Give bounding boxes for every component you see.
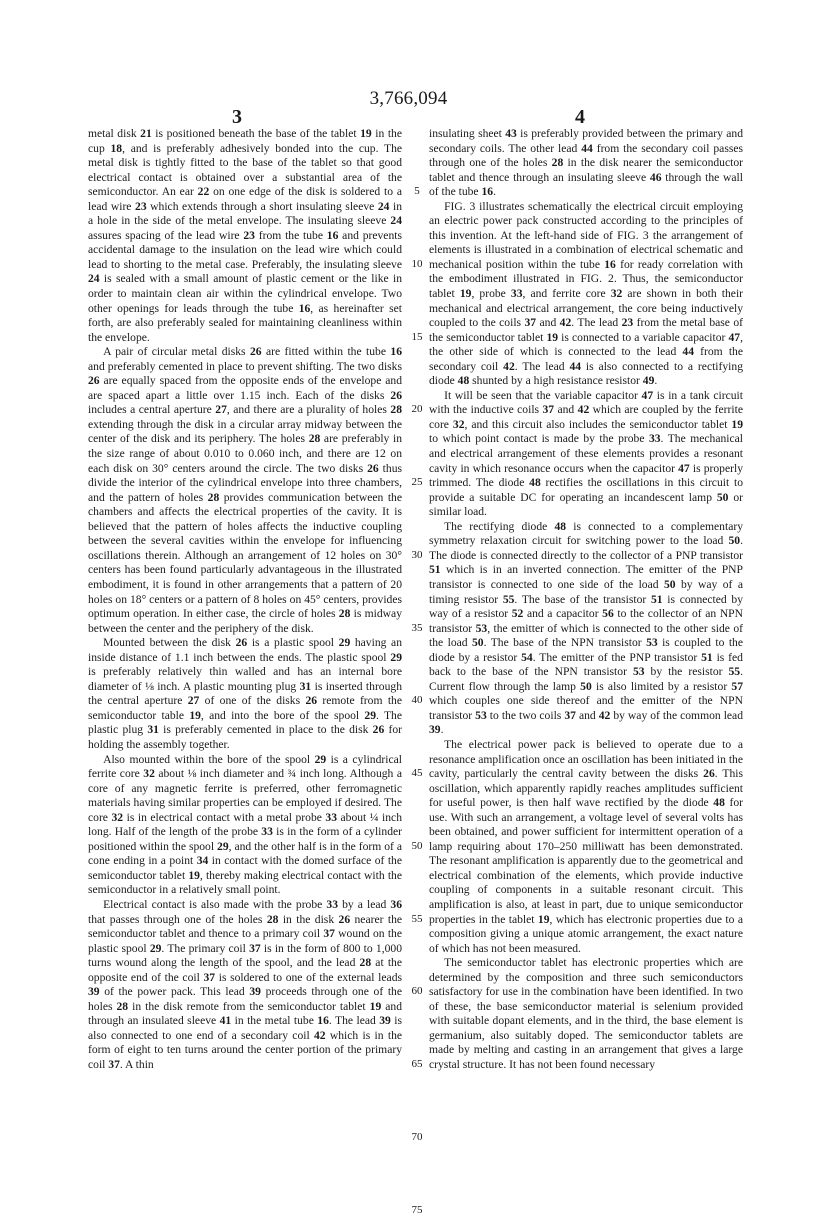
reference-numeral: 39 [379, 1014, 391, 1028]
text-run: by a lead [337, 897, 391, 911]
reference-numeral: 51 [429, 563, 441, 577]
reference-numeral: 29 [314, 752, 327, 766]
text-run: , and this circuit also includes the semiconductor tablet [464, 417, 732, 431]
reference-numeral: 24 [377, 199, 390, 213]
text-run: extending through the disk in a circular array midway between the center of the disk and its periphery. The holes [88, 417, 402, 446]
left-text-column [88, 127, 402, 1073]
text-run: provides communication between the chambers and affects the electrical properties of the cavity. It is believed that the pattern of holes affects the inductive coupling between the several cavities within the envelope for influencing oscillations therein. Although an arrangement of 12 holes on 30° centers has been found particularly advantageous in the illustrated embodiment, it is found in other arrangements that a pattern of 20 holes on 18° centers or a pattern of 8 holes on 45° centers, provides optimum operation. In either case, the circle of holes [88, 490, 402, 621]
reference-numeral: 56 [602, 607, 614, 621]
text-run: . The diode is connected directly to the collector of a PNP transistor [429, 534, 743, 562]
reference-numeral: 37 [524, 316, 537, 330]
reference-numeral: 26 [88, 374, 100, 388]
reference-numeral: 33 [648, 432, 661, 446]
reference-numeral: 32 [610, 287, 623, 301]
text-run: , probe [471, 287, 511, 301]
reference-numeral: 26 [390, 388, 402, 402]
reference-numeral: 55 [502, 592, 515, 606]
text-run: proceeds through one of the holes [88, 985, 402, 1013]
text-run: . [493, 185, 496, 199]
reference-numeral: 54 [521, 650, 533, 664]
text-run: to which point contact is made by the probe [429, 432, 649, 446]
text-run: is sealed with a small amount of plastic cement or the like in order to maintain clean air within the cylindrical envelope. Two other openings for leads through the tube [88, 272, 402, 315]
text-run: which extends through a short insulating sleeve [146, 199, 378, 213]
reference-numeral: 26 [249, 345, 262, 359]
reference-numeral: 31 [147, 723, 159, 737]
text-run: nearer the semiconductor tablet and thence to a primary coil [88, 912, 403, 941]
reference-numeral: 29 [338, 636, 351, 650]
text-run: . The emitter of the PNP transistor [532, 650, 702, 664]
paragraph [429, 127, 743, 200]
reference-numeral: 39 [249, 985, 261, 999]
text-run: in a hole in the side of the metal envelope. The insulating sleeve [88, 199, 402, 228]
reference-numeral: 39 [429, 723, 441, 737]
line-number: 75 [411, 1203, 423, 1216]
line-number: 65 [411, 1058, 423, 1071]
line-number: 10 [411, 257, 423, 270]
text-run: . The base of the transistor [514, 592, 651, 606]
text-run: in the disk nearer the semiconductor tablet and thence through an insulating sleeve [429, 156, 743, 184]
text-run: is fed back to the base of the NPN transistor [429, 650, 743, 679]
reference-numeral: 26 [338, 912, 351, 926]
text-run: shunted by a high resistance resistor [469, 374, 643, 388]
text-run: by the resistor [644, 665, 729, 679]
line-number: 40 [411, 694, 423, 707]
text-run: or similar load. [429, 490, 743, 519]
reference-numeral: 50 [580, 679, 592, 693]
reference-numeral: 50 [663, 577, 676, 591]
reference-numeral: 53 [475, 621, 488, 635]
text-run: , and there are a plurality of holes [226, 403, 391, 417]
reference-numeral: 48 [554, 519, 567, 533]
reference-numeral: 49 [642, 374, 655, 388]
reference-numeral: 28 [308, 432, 321, 446]
reference-numeral: 37 [249, 941, 261, 955]
line-number: 35 [411, 621, 423, 634]
reference-numeral: 51 [650, 592, 663, 606]
text-run: is preferably provided between the primary and secondary coils. The other lead [429, 127, 743, 155]
text-run: The rectifying diode [444, 519, 555, 533]
reference-numeral: 16 [298, 301, 311, 315]
reference-numeral: 44 [682, 345, 694, 359]
reference-numeral: 47 [728, 330, 741, 344]
reference-numeral: 28 [551, 156, 564, 170]
text-run: for ready correlation with the embodiment illustrated in FIG. 2. Thus, the semiconductor tablet [429, 257, 743, 301]
text-run: . The primary coil [161, 941, 250, 955]
text-run: is also connected to a rectifying diode [429, 359, 744, 388]
line-number: 25 [411, 476, 423, 489]
reference-numeral: 48 [457, 374, 470, 388]
reference-numeral: 33 [325, 810, 337, 824]
reference-numeral: 24 [390, 214, 402, 228]
text-run: to the collector of an NPN transistor [429, 607, 744, 635]
reference-numeral: 31 [299, 679, 312, 693]
reference-numeral: 34 [196, 854, 209, 868]
reference-numeral: 48 [529, 476, 541, 490]
text-run: is inserted through the central aperture [88, 679, 402, 708]
text-run: . The lead [328, 1014, 380, 1028]
paragraph [88, 753, 402, 898]
reference-numeral: 26 [367, 461, 379, 475]
reference-numeral: 46 [649, 170, 662, 184]
text-run: , which has electronic properties due to a composition giving a unique atomic arrangement, the exact nature of which has not been measured. [429, 912, 743, 955]
reference-numeral: 44 [569, 359, 582, 373]
text-run: and a capacitor [523, 607, 603, 621]
reference-numeral: 42 [503, 359, 515, 373]
reference-numeral: 53 [632, 665, 645, 679]
line-number: 45 [411, 767, 423, 780]
reference-numeral: 16 [604, 257, 616, 271]
reference-numeral: 52 [511, 607, 524, 621]
reference-numeral: 28 [116, 999, 129, 1013]
right-text-column [429, 127, 743, 1073]
text-run: of one of the disks [199, 694, 306, 708]
text-run: The semiconductor tablet has electronic properties which are determined by the composition and three such semiconductors satisfactory for use in the combination have been identified. In two of these, the base semiconductor material is selenium provided with suitable dopant elements, and in the third, the base element is germanium, also suitably doped. The semiconductor tablets are made by melting and casting in an arrangement that gives a large crystal structure. It has not been found necessary [429, 956, 743, 1071]
text-run: is in the form of 800 to 1,000 turns wound along the length of the spool, and the lead [88, 941, 402, 970]
line-number: 5 [414, 185, 420, 198]
reference-numeral: 42 [577, 403, 590, 417]
text-run: . The plastic plug [88, 708, 402, 737]
text-run: remote from the semiconductor table [88, 694, 402, 722]
reference-numeral: 29 [364, 708, 377, 722]
text-run: in the cup [88, 127, 402, 155]
text-run: are shown in both their mechanical and electrical arrangement, the core being inductively coupled to the coils [429, 287, 744, 330]
reference-numeral: 24 [88, 272, 100, 286]
text-run: thus divide the interior of the cylindrical envelope into three chambers, and the pattern of holes [88, 461, 402, 504]
text-run: for holding the assembly together. [88, 723, 402, 751]
text-run: , the emitter of which is connected to the other side of the load [429, 621, 743, 650]
paragraph [88, 345, 402, 636]
reference-numeral: 44 [581, 141, 593, 155]
reference-numeral: 23 [135, 199, 147, 213]
paragraph [429, 956, 743, 1072]
text-run: which is in the form of eight to ten turns around the center portion of the primary coil [88, 1028, 403, 1071]
text-run: for use. With such an arrangement, a voltage level of several volts has been obtained, and power sufficient for intermittent operation of a lamp requiring about 170–250 milliwatt has been demonstrated. The resonant amplification is apparently due to the geometrical and electrical combination of the elements, which provide inductive coupling of components in a suitable resonant circuit. This amplification is also, at least in part, due to unique semiconductor properties in the tablet [429, 796, 743, 926]
reference-numeral: 21 [140, 127, 152, 140]
reference-numeral: 47 [678, 461, 690, 475]
text-run: about ¼ inch long. Half of the length of the probe [88, 810, 402, 839]
reference-numeral: 51 [701, 650, 713, 664]
reference-numeral: 19 [188, 868, 200, 882]
reference-numeral: 50 [716, 490, 729, 504]
text-run: assures spacing of the lead wire [88, 228, 244, 242]
line-number: 60 [411, 985, 423, 998]
text-run: which is in an inverted connection. The emitter of the PNP transistor is connected to one side of the load [429, 563, 743, 591]
text-run: is preferably relatively thin walled and has an internal bore diameter of ⅛ inch. A plastic mounting plug [88, 665, 402, 693]
reference-numeral: 42 [598, 708, 611, 722]
reference-numeral: 55 [728, 665, 741, 679]
reference-numeral: 37 [564, 708, 576, 722]
reference-numeral: 29 [149, 941, 162, 955]
patent-number: 3,766,094 [369, 88, 448, 109]
text-run: which are coupled by the ferrite core [429, 403, 743, 431]
text-run: . [654, 374, 658, 388]
text-run: and [554, 403, 578, 417]
reference-numeral: 16 [317, 1014, 329, 1028]
line-number: 20 [411, 403, 423, 416]
text-run: are fitted within the tube [261, 345, 391, 359]
reference-numeral: 42 [559, 316, 572, 330]
line-number: 70 [411, 1130, 423, 1143]
reference-numeral: 28 [207, 490, 220, 504]
reference-numeral: 19 [537, 912, 550, 926]
reference-numeral: 26 [235, 636, 248, 650]
reference-numeral: 26 [305, 694, 318, 708]
reference-numeral: 28 [338, 607, 351, 621]
text-run: and [575, 708, 599, 722]
reference-numeral: 26 [372, 723, 385, 737]
reference-numeral: 23 [621, 316, 634, 330]
text-run: is coupled to the diode by a resistor [429, 636, 743, 664]
text-run: . This oscillation, which apparently rapidly reaches amplitudes sufficient for useful power, is then half wave rectified by the diode [429, 767, 743, 810]
text-run: is a plastic spool [247, 636, 339, 650]
text-run: and through an insulated sleeve [88, 999, 403, 1028]
text-run: is properly trimmed. The diode [429, 461, 743, 490]
text-run: Also mounted within the bore of the spool [103, 752, 315, 766]
reference-numeral: 32 [452, 417, 465, 431]
reference-numeral: 19 [459, 287, 472, 301]
text-run: wound on the plastic spool [88, 927, 402, 955]
reference-numeral: 53 [646, 636, 658, 650]
reference-numeral: 26 [703, 767, 715, 781]
reference-numeral: 33 [326, 897, 338, 911]
reference-numeral: 27 [187, 694, 200, 708]
line-number: 15 [411, 330, 423, 343]
reference-numeral: 19 [546, 330, 559, 344]
text-run: is in electrical contact with a metal probe [123, 810, 326, 824]
reference-numeral: 19 [360, 127, 372, 140]
text-run: that passes through one of the holes [88, 912, 267, 926]
reference-numeral: 41 [219, 1014, 232, 1028]
text-run: of the power pack. This lead [99, 985, 250, 999]
text-run: is preferably cemented in place to the disk [158, 723, 373, 737]
reference-numeral: 16 [390, 345, 403, 359]
reference-numeral: 33 [261, 825, 273, 839]
paragraph [429, 200, 743, 389]
reference-numeral: 19 [369, 999, 382, 1013]
reference-numeral: 50 [471, 636, 484, 650]
reference-numeral: 57 [731, 679, 743, 693]
reference-numeral: 22 [197, 185, 210, 199]
reference-numeral: 37 [323, 927, 335, 941]
reference-numeral: 16 [326, 228, 339, 242]
text-run: in the disk [278, 912, 339, 926]
text-run: The electrical power pack is believed to operate due to a resonance amplification once an oscillation has been initiated in the cavity, particularly the central cavity between the disks [429, 737, 743, 781]
text-run: . The mechanical and electrical arrangement of these elements provides a resonant cavity in which resonance occurs when the capacitor [429, 432, 743, 475]
text-run: and [536, 316, 560, 330]
reference-numeral: 27 [215, 403, 227, 417]
paragraph [88, 898, 402, 1073]
paragraph [429, 520, 743, 738]
text-run: by way of the common lead [610, 708, 744, 722]
reference-numeral: 37 [203, 970, 216, 984]
paragraph [88, 127, 402, 345]
text-run: about ⅛ inch diameter and ¾ inch long. Although a core of any magnetic ferrite is preferred, other ferromagnetic materials having similar properties can be employed if desired. The core [88, 767, 402, 824]
reference-numeral: 28 [390, 403, 402, 417]
text-run: . Current flow through the lamp [429, 665, 743, 693]
text-run: is also limited by a resistor [591, 679, 732, 693]
text-run: includes a central aperture [88, 403, 216, 417]
text-run: at the opposite end of the coil [88, 956, 403, 984]
text-run: . The base of the NPN transistor [483, 636, 647, 650]
text-run: , and into the bore of the spool [200, 708, 365, 722]
line-number: 50 [411, 839, 423, 852]
column-number-right: 4 [575, 106, 585, 128]
line-number: 55 [411, 912, 423, 925]
text-run: from the secondary coil [429, 345, 744, 373]
text-run: , and is preferably adhesively bonded into the cup. The metal disk is tightly fitted to the base of the tablet so that good electrical contact is obtained over a substantial area of the semiconductor. An ear [88, 141, 403, 199]
text-run: through the wall of the tube [429, 170, 744, 199]
text-run: in contact with the domed surface of the semiconductor tablet [88, 854, 402, 882]
text-run: is positioned beneath the base of the tablet [151, 127, 361, 140]
text-run: from the metal base of the semiconductor tablet [429, 316, 744, 344]
reference-numeral: 32 [143, 767, 155, 781]
reference-numeral: 37 [108, 1058, 120, 1071]
line-number: 30 [411, 548, 423, 561]
text-run: FIG. 3 illustrates schematically the electrical circuit employing an electric power pack constructed according to the principles of this invention. At the left-hand side of FIG. 3 the arrangement of elements is illustrated in a combination of electrical schematic and mechanical position within the tube [429, 199, 743, 271]
text-run: is in the form of a cylinder positioned within the spool [88, 825, 402, 853]
text-run: insulating sheet [429, 127, 506, 140]
reference-numeral: 47 [641, 388, 654, 402]
reference-numeral: 39 [88, 985, 100, 999]
text-run: is in a tank circuit with the inductive coils [429, 388, 743, 417]
paragraph [429, 738, 743, 956]
text-run: . A thin [119, 1058, 154, 1071]
reference-numeral: 42 [314, 1028, 326, 1042]
text-run: to the two coils [486, 708, 565, 722]
column-number-left: 3 [232, 106, 242, 128]
text-run: are equally spaced from the opposite ends of the envelope and are spaced apart a little over 1.15 inch. Each of the disks [88, 374, 402, 402]
reference-numeral: 28 [266, 912, 279, 926]
text-run: , and ferrite core [522, 287, 611, 301]
reference-numeral: 32 [111, 810, 124, 824]
text-run: is also connected to one end of a secondary coil [88, 1014, 402, 1042]
text-run: metal disk [88, 127, 141, 140]
paragraph [88, 636, 402, 752]
reference-numeral: 29 [390, 650, 402, 664]
text-run: in the disk remote from the semiconductor tablet [128, 999, 370, 1013]
text-run: are preferably in the size range of about 0.010 to 0.060 inch, and there are 12 on each disk on 30° centers around the circle. The two disks [88, 432, 402, 475]
text-run: . [440, 723, 444, 737]
text-run: from the tube [254, 228, 327, 242]
reference-numeral: 29 [217, 839, 229, 853]
reference-numeral: 36 [390, 897, 402, 911]
text-run: from the secondary coil passes through one of the holes [429, 141, 743, 170]
text-run: rectifies the oscillations in this circuit to provide a suitable DC for operating an incandescent lamp [429, 476, 744, 504]
text-run: is a cylindrical ferrite core [88, 752, 402, 781]
text-run: , as hereinafter set forth, are also preferably sealed for maintaining cleanliness within the envelope. [88, 301, 402, 344]
reference-numeral: 33 [510, 287, 523, 301]
reference-numeral: 48 [713, 796, 725, 810]
text-run: , the other side of which is connected to the lead [429, 330, 743, 359]
text-run: Mounted between the disk [103, 636, 236, 650]
text-run: is connected to a complementary symmetry relaxation circuit for switching power to the load [429, 519, 743, 548]
text-run: . The lead [571, 316, 622, 330]
text-run: having an inside distance of 1.1 inch between the ends. The plastic spool [88, 636, 403, 664]
reference-numeral: 43 [505, 127, 517, 140]
reference-numeral: 53 [475, 708, 487, 722]
text-run: on one edge of the disk is soldered to a lead wire [88, 185, 402, 213]
text-run: . The lead [514, 359, 570, 373]
text-run: A pair of circular metal disks [103, 345, 250, 359]
text-run: in the metal tube [231, 1014, 318, 1028]
reference-numeral: 19 [189, 708, 201, 722]
text-run: is connected to a variable capacitor [558, 330, 729, 344]
text-run: , and the other half is in the form of a cone ending in a point [88, 839, 402, 868]
text-run: which couples one side thereof and the emitter of the NPN transistor [429, 694, 743, 722]
reference-numeral: 23 [243, 228, 255, 242]
text-run: , thereby making electrical contact with the semiconductor in a relatively small point. [88, 868, 402, 897]
reference-numeral: 28 [359, 956, 372, 970]
reference-numeral: 18 [110, 141, 123, 155]
paragraph [429, 389, 743, 520]
text-run: is midway between the center and the periphery of the disk. [88, 607, 402, 635]
text-run: and preferably cemented in place to prevent shifting. The two disks [88, 359, 402, 373]
text-run: is soldered to one of the external leads [215, 970, 403, 984]
reference-numeral: 16 [481, 185, 494, 199]
text-run: is connected by way of a resistor [429, 592, 744, 621]
reference-numeral: 50 [728, 534, 741, 548]
reference-numeral: 19 [731, 417, 743, 431]
text-run: and prevents accidental damage to the insulation on the lead wire which could lead to shorting to the metal case. Preferably, the insulating sleeve [88, 228, 402, 271]
text-run: It will be seen that the variable capacitor [444, 388, 642, 402]
reference-numeral: 37 [542, 403, 555, 417]
text-run: by way of a timing resistor [429, 577, 743, 606]
text-run: Electrical contact is also made with the probe [103, 897, 327, 911]
